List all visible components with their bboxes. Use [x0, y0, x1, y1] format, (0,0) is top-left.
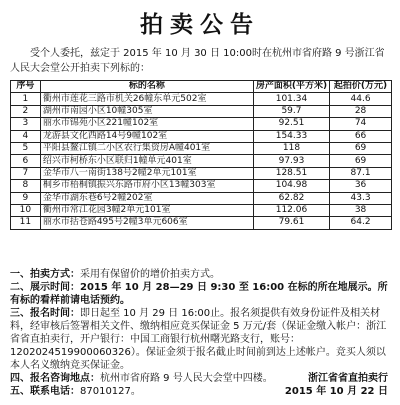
- table-cell-addr: 龙游县文化西路14号9幢102室: [40, 130, 253, 142]
- table-cell-num: 5: [11, 142, 41, 154]
- table-cell-area: 112.06: [253, 204, 329, 216]
- table-cell-addr: 金华市湖东巷6号2幢202室: [40, 192, 253, 204]
- table-cell-price: 38: [330, 204, 392, 216]
- table-cell-area: 92.51: [253, 118, 329, 130]
- table-cell-addr: 丽水市括苍路495号2幢3单元606室: [40, 217, 253, 229]
- table-row: [11, 204, 392, 216]
- table-cell-price: 43.3: [330, 192, 392, 204]
- table-row: [11, 155, 392, 167]
- table-row: [11, 130, 392, 142]
- signature-block: [285, 372, 388, 398]
- table-row: [11, 180, 392, 192]
- table-row: [11, 167, 392, 179]
- table-cell-num: 11: [11, 217, 41, 229]
- table-cell-num: 1: [11, 93, 41, 105]
- issue-date: 2015 年 10 月 22 日: [284, 386, 388, 397]
- header-area: 房产面积(平方米): [253, 81, 329, 93]
- table-cell-area: 104.98: [253, 180, 329, 192]
- header-price: 起拍价(万元): [330, 81, 392, 93]
- table-cell-addr: 绍兴市柯桥东小区联归1幢单元401室: [40, 155, 253, 167]
- table-cell-area: 59.7: [253, 105, 329, 117]
- table-cell-price: 66: [330, 130, 392, 142]
- table-cell-addr: 丽水市锦苑小区221幢102室: [40, 118, 253, 130]
- table-cell-num: 4: [11, 130, 41, 142]
- table-cell-price: 74: [330, 118, 392, 130]
- table-cell-area: 154.33: [253, 130, 329, 142]
- table-cell-price: 64.2: [330, 217, 392, 229]
- term-location: 四、报名咨询地点：杭州市省府路 9 号人民大会堂中四楼。: [10, 373, 273, 384]
- table-row: [11, 142, 392, 154]
- table-cell-addr: 平阳县鳌江镇二小区农行集资房A幢401室: [40, 142, 253, 154]
- table-cell-area: 101.34: [253, 93, 329, 105]
- lot-table-body: [11, 93, 392, 229]
- table-cell-addr: 桐乡市梧桐镇振兴东路市府小区13幢303室: [40, 180, 253, 192]
- table-cell-area: 128.51: [253, 167, 329, 179]
- table-row: [11, 93, 392, 105]
- table-cell-num: 2: [11, 105, 41, 117]
- header-name: 标的名称: [40, 81, 253, 93]
- table-row: [11, 118, 392, 130]
- term-registration: 三、报名时间：即日起至 10 月 29 日 16:00止。报名须提供有效身份证件及相关材料，经审核后签署相关文件、缴纳相应竞买保证金 5 万元/套（保证金缴入帐户：浙江省省直拍卖行，开户银行：中国工商银行杭州曙光路支行，账号：1202024519900060326）。保证金须于报名截止时间前到达上述帐户。竞买人须以本人名义缴纳竞买保证金。: [10, 308, 387, 371]
- table-cell-addr: 金华市八一南街138号2幢2单元101室: [40, 167, 253, 179]
- table-cell-area: 62.82: [253, 192, 329, 204]
- table-cell-price: 69: [330, 142, 392, 154]
- header-index: 序号: [11, 81, 41, 93]
- announcement-title: 拍卖公告: [140, 12, 260, 38]
- table-cell-num: 8: [11, 180, 41, 192]
- table-header-row: [11, 81, 392, 93]
- table-cell-num: 6: [11, 155, 41, 167]
- term-phone: 五、联系电话：87010127。: [10, 386, 141, 397]
- term-viewing: 二、展示时间：2015 年 10 月 28—29 日 9:30 至 16:00 在标的所在地展示。所有标的看样前请电话预约。: [10, 282, 388, 306]
- table-row: [11, 217, 392, 229]
- table-cell-addr: 衢州市莲花三路市机关26幢东单元502室: [40, 93, 253, 105]
- table-cell-area: 97.93: [253, 155, 329, 167]
- table-cell-addr: 湖州市南园小区10幢305室: [40, 105, 253, 117]
- issuer-name: 浙江省省直拍卖行: [308, 373, 388, 384]
- table-cell-area: 118: [253, 142, 329, 154]
- table-cell-price: 44.6: [330, 93, 392, 105]
- table-cell-addr: 衢州市常江花园3幢2单元101室: [40, 204, 253, 216]
- table-row: [11, 192, 392, 204]
- table-cell-num: 9: [11, 192, 41, 204]
- table-row: [11, 105, 392, 117]
- intro-paragraph: 受个人委托，兹定于 2015 年 10 月 30 日 10:00时在杭州市省府路 9 号浙江省人民大会堂公开拍卖下列标的：: [10, 48, 385, 74]
- table-cell-area: 79.61: [253, 217, 329, 229]
- table-cell-num: 3: [11, 118, 41, 130]
- table-cell-price: 28: [330, 105, 392, 117]
- term-method: 一、拍卖方式：采用有保留价的增价拍卖方式。: [10, 269, 220, 280]
- table-cell-price: 36: [330, 180, 392, 192]
- table-cell-num: 10: [11, 204, 41, 216]
- lot-table: [10, 80, 392, 230]
- table-cell-price: 69: [330, 155, 392, 167]
- table-cell-price: 87.1: [330, 167, 392, 179]
- table-cell-num: 7: [11, 167, 41, 179]
